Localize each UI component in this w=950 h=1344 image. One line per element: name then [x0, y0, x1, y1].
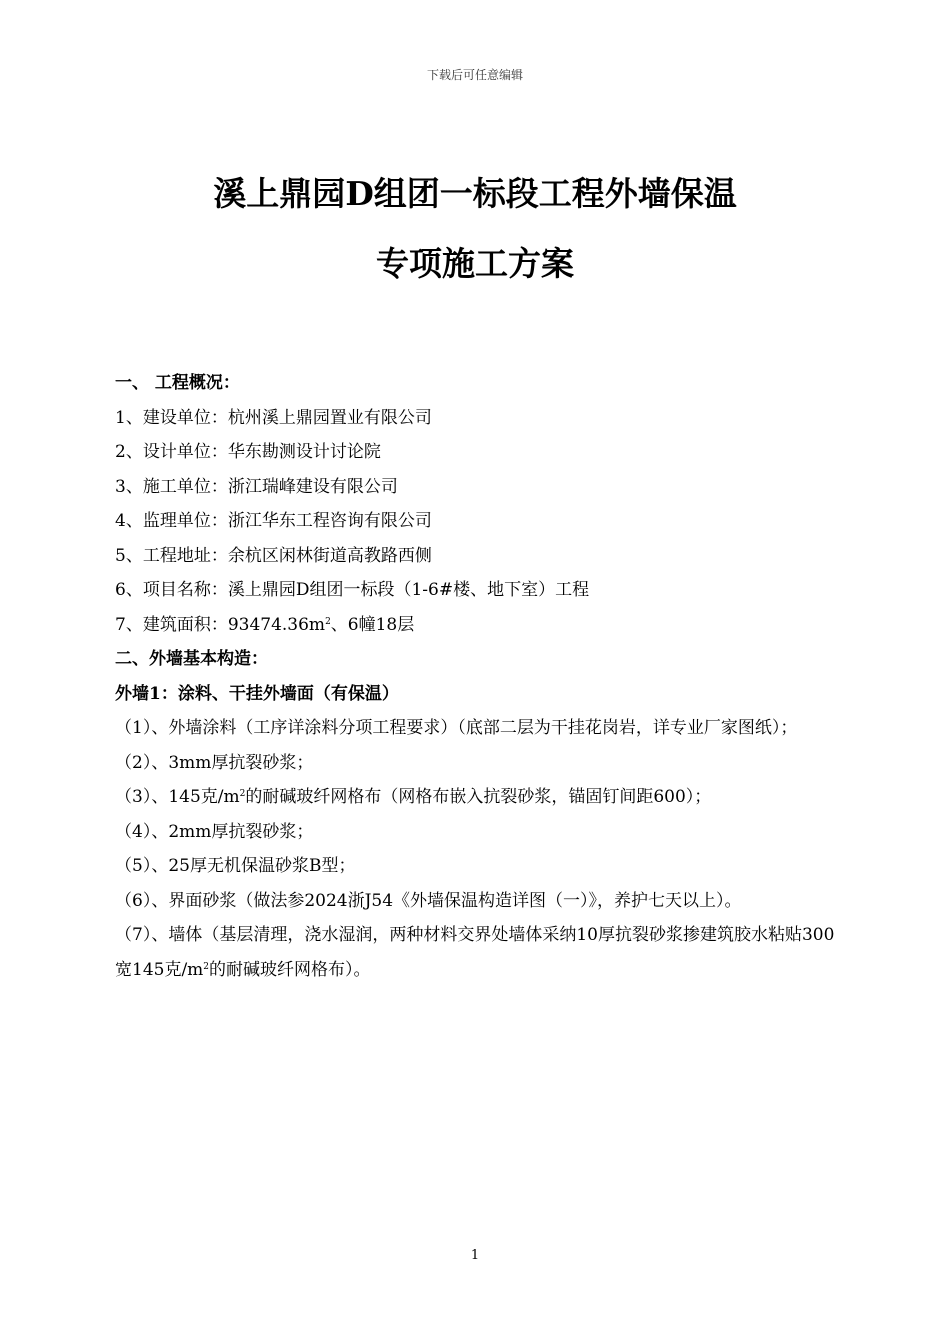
construction-layer-item: （5）、25厚无机保温砂浆B型；	[115, 856, 356, 876]
construction-layer-item	[115, 780, 837, 815]
project-info-line: 3、施工单位：浙江瑞峰建设有限公司	[115, 476, 398, 497]
project-info-line: 5、工程地址：余杭区闲林街道高教路西侧	[115, 545, 432, 566]
superscript: 2	[325, 616, 331, 627]
construction-layer-item: （1）、外墙涂料（工序详涂料分项工程要求）（底部二层为干挂花岗岩，详专业厂家图纸）；	[115, 718, 798, 738]
construction-layer-item: （4）、2mm厚抗裂砂浆；	[115, 821, 314, 842]
wall-type-subheading: 外墙1：涂料、干挂外墙面（有保温）	[115, 683, 399, 704]
layer-text-prefix: （3）、145克/m	[115, 787, 240, 807]
project-info-line: 2、设计单位：华东勘测设计讨论院	[115, 442, 381, 462]
section2-heading: 二、外墙基本构造：	[115, 649, 268, 669]
layer-text-suffix: 的耐碱玻纤网格布（网格布嵌入抗裂砂浆，锚固钉间距600）；	[245, 787, 712, 807]
document-title-line1: 溪上鼎园D组团一标段工程外墙保温	[213, 174, 737, 213]
project-info-line: 6、项目名称：溪上鼎园D组团一标段（1-6#楼、地下室）工程	[115, 580, 590, 600]
construction-layer-item: （2）、3mm厚抗裂砂浆；	[115, 752, 314, 773]
document-body	[115, 366, 837, 987]
page-number: 1	[470, 1248, 480, 1263]
layer-text-prefix: （7）、墙体（基层清理，浇水湿润，两种材料交界处墙体采纳10厚抗裂砂浆掺建筑胶水粘贴300宽145克/m	[115, 925, 835, 980]
superscript: 2	[203, 961, 210, 972]
building-area-suffix: 、6幢18层	[330, 614, 415, 635]
project-info-line: 4、监理单位：浙江华东工程咨询有限公司	[115, 511, 432, 531]
header-note: 下载后可任意编辑	[426, 68, 523, 82]
layer-text-suffix: 的耐碱玻纤网格布）。	[209, 959, 371, 980]
construction-layer-item: （6）、界面砂浆（做法参2024浙J54《外墙保温构造详图（一）》，养护七天以上）。	[115, 890, 742, 911]
building-area-line	[115, 608, 837, 643]
construction-layer-item	[115, 918, 837, 987]
building-area-prefix: 7、建筑面积：93474.36m	[115, 614, 326, 635]
document-title-line2: 专项施工方案	[376, 244, 574, 283]
superscript: 2	[239, 789, 246, 799]
section1-heading: 一、 工程概况：	[115, 373, 240, 393]
project-info-line: 1、建设单位：杭州溪上鼎园置业有限公司	[115, 407, 432, 428]
